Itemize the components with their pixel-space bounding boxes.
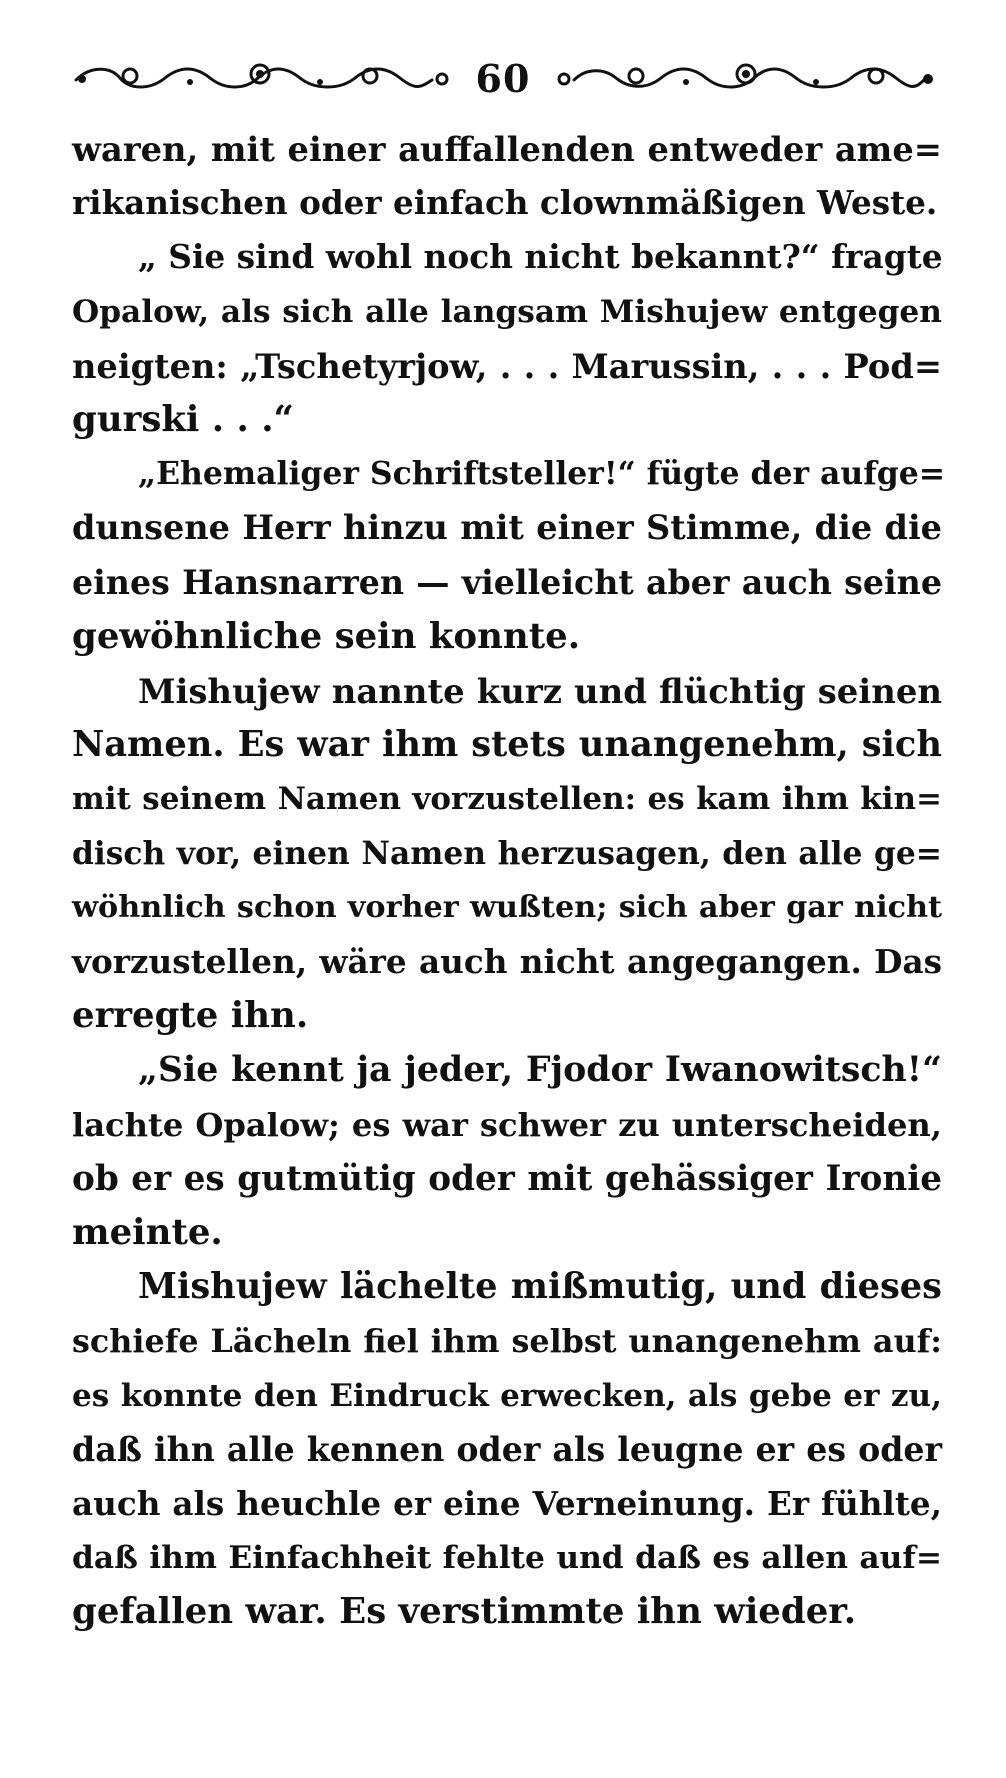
text-line: gewöhnliche sein konnte. — [72, 615, 581, 657]
text-line: Mishujew nannte kurz und flüchtig seinen — [138, 671, 942, 712]
text-line: Opalow, als sich alle langsam Mishujew entgegen — [72, 293, 942, 330]
text-line: neigten: „Tschetyrjow, . . . Marussin, . . . Pod= — [72, 345, 942, 386]
text-line: erregte ihn. — [72, 995, 309, 1037]
text-line: rikanischen oder einfach clownmäßigen Weste. — [72, 183, 938, 223]
text-line: „Ehemaliger Schriftsteller!“ fügte der aufge= — [138, 455, 946, 493]
page-header — [70, 48, 936, 108]
text-line: daß ihm Einfachheit fehlte und daß es allen auf= — [72, 1540, 942, 1577]
ornament-right-icon — [556, 58, 936, 98]
text-line: schiefe Lächeln fiel ihm selbst unangenehm auf: — [72, 1322, 942, 1361]
text-line: „Sie kennt ja jeder, Fjodor Iwanowitsch!“ — [138, 1049, 942, 1091]
text-line: daß ihn alle kennen oder als leugne er es oder — [72, 1429, 942, 1469]
text-line: lachte Opalow; es war schwer zu unterscheiden, — [72, 1105, 942, 1144]
text-line: „ Sie sind wohl noch nicht bekannt?“ fragte — [138, 237, 943, 277]
body-text — [72, 122, 946, 1640]
text-line: auch als heuchle er eine Verneinung. Er fühlte, — [72, 1484, 942, 1524]
page-number: 60 — [475, 55, 531, 101]
text-line: es konnte den Eindruck erwecken, als gebe er zu, — [72, 1377, 942, 1414]
text-line: waren, mit einer auffallenden entweder ame= — [72, 129, 942, 169]
ornament-left-icon — [70, 58, 450, 98]
text-line: disch vor, einen Namen herzusagen, den alle ge= — [72, 835, 942, 872]
text-line: Namen. Es war ihm stets unangenehm, sich — [72, 724, 942, 766]
text-line: dunsene Herr hinzu mit einer Stimme, die die — [72, 508, 942, 548]
text-line: Mishujew lächelte mißmutig, und dieses — [138, 1266, 942, 1308]
text-line: wöhnlich schon vorher wußten; sich aber gar nicht — [72, 889, 942, 925]
text-line: gefallen war. Es verstimmte ihn wieder. — [72, 1591, 857, 1633]
text-line: meinte. — [72, 1212, 223, 1254]
text-line: mit seinem Namen vorzustellen: es kam ihm kin= — [72, 781, 942, 818]
text-line: eines Hansnarren — vielleicht aber auch seine — [72, 562, 942, 602]
text-line: ob er es gutmütig oder mit gehässiger Ironie — [72, 1158, 942, 1199]
text-line: gurski . . .“ — [72, 399, 294, 441]
text-line: vorzustellen, wäre auch nicht angegangen. Das — [72, 942, 942, 982]
